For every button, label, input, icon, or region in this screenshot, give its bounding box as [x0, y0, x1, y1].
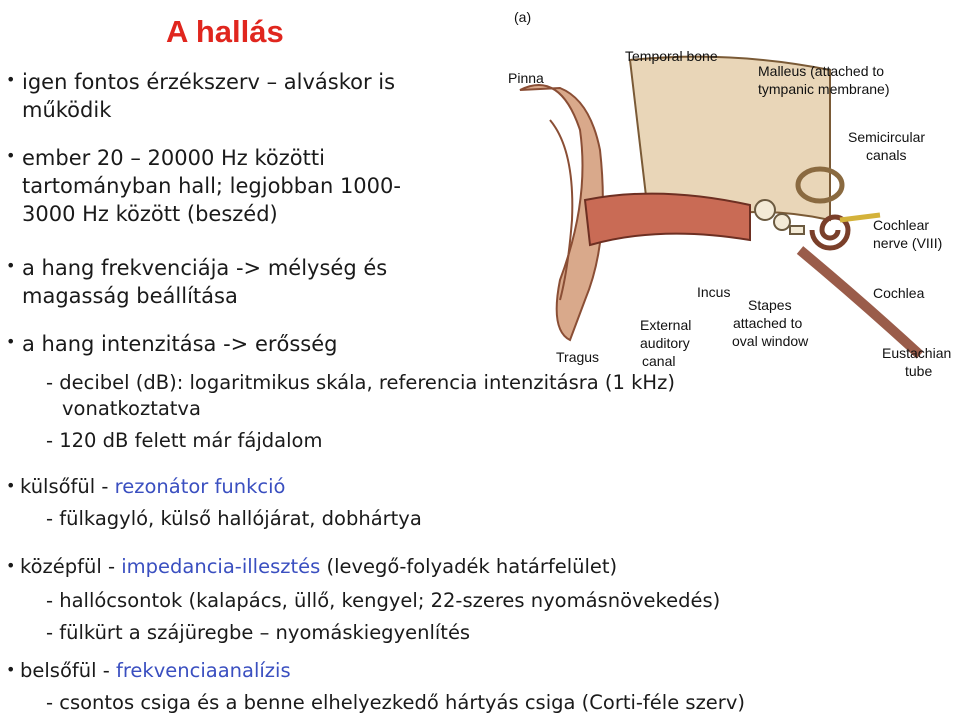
intensity-sub-3: - 120 dB felett már fájdalom [46, 429, 323, 452]
svg-text:canals: canals [866, 147, 907, 163]
ear-anatomy-diagram [500, 0, 960, 390]
svg-text:Incus: Incus [697, 284, 731, 300]
eustachian-tube-shape [800, 250, 920, 355]
svg-text:tympanic membrane): tympanic membrane) [758, 81, 890, 97]
middle-ear-sub-2: - fülkürt a szájüregbe – nyomáskiegyenlítés [46, 621, 471, 644]
svg-text:Malleus (attached to: Malleus (attached to [758, 63, 885, 79]
panel-label: (a) [514, 9, 532, 25]
bullet-1: igen fontos érzékszerv – alváskor is működik [22, 70, 396, 122]
outer-ear-sub: - fülkagyló, külső hallójárat, dobhártya [46, 507, 422, 530]
bullet-4: a hang intenzitása -> erősség [22, 332, 338, 356]
intensity-sub-1: - decibel (dB): logaritmikus skála, referencia intenzitásra (1 kHz) [46, 371, 675, 394]
middle-ear-line: középfül - impedancia-illesztés (levegő-folyadék határfelület) [20, 555, 618, 578]
svg-text:Temporal bone: Temporal bone [625, 48, 718, 64]
svg-text:Pinna: Pinna [508, 70, 544, 86]
inner-ear-line: belsőfül - frekvenciaanalízis [20, 659, 291, 682]
page-title: A hallás [166, 14, 284, 49]
incus-shape [774, 214, 790, 230]
svg-text:tube: tube [905, 363, 933, 379]
svg-text:Cochlea: Cochlea [873, 285, 925, 301]
svg-text:nerve (VIII): nerve (VIII) [873, 235, 943, 251]
svg-text:oval window: oval window [732, 333, 809, 349]
svg-text:Stapes: Stapes [748, 297, 792, 313]
intensity-sub-2: vonatkoztatva [62, 397, 201, 420]
middle-ear-sub-1: - hallócsontok (kalapács, üllő, kengyel; 22-szeres nyomásnövekedés) [46, 589, 721, 612]
bullet-2: ember 20 – 20000 Hz közötti tartományban hall; legjobban 1000- 3000 Hz között (beszéd) [22, 146, 401, 226]
svg-text:Eustachian: Eustachian [882, 345, 952, 361]
svg-text:Cochlear: Cochlear [873, 217, 930, 233]
outer-ear-line: külsőfül - rezonátor funkció [20, 475, 286, 498]
malleus-shape [755, 200, 775, 220]
svg-text:External: External [640, 317, 692, 333]
stapes-shape [790, 226, 804, 234]
bullet-3: a hang frekvenciája -> mélység és magasság beállítása [22, 256, 388, 308]
svg-text:auditory: auditory [640, 335, 690, 351]
inner-ear-sub: - csontos csiga és a benne elhelyezkedő hártyás csiga (Corti-féle szerv) [46, 691, 745, 714]
svg-text:canal: canal [642, 353, 676, 369]
auditory-canal-shape [585, 194, 750, 245]
svg-text:attached to: attached to [733, 315, 803, 331]
svg-text:Tragus: Tragus [556, 349, 600, 365]
bullet-dot: • [6, 70, 16, 89]
svg-text:Semicircular: Semicircular [848, 129, 926, 145]
